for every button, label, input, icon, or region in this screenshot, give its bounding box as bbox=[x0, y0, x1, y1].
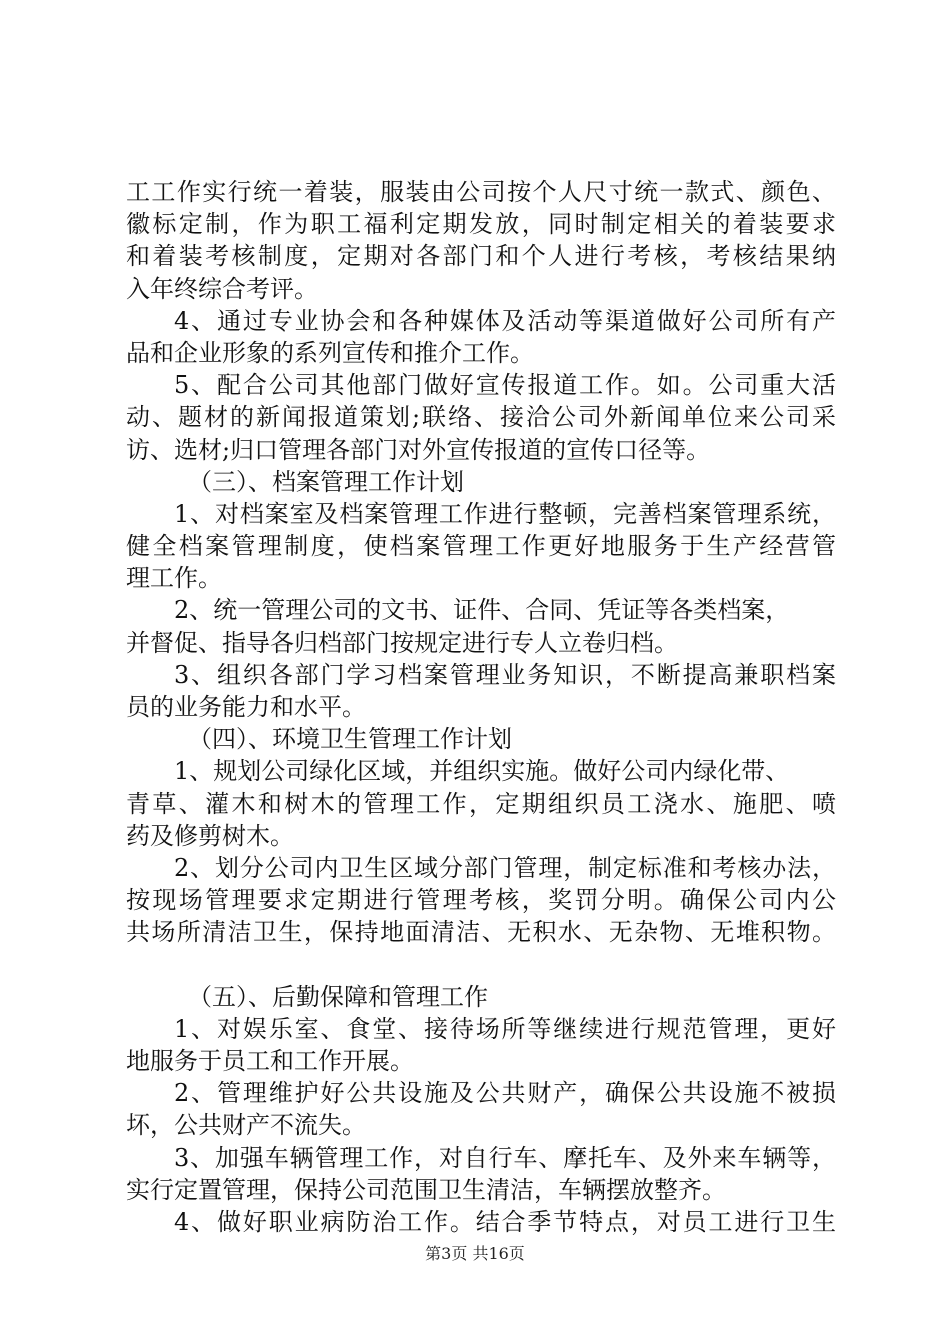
page-footer: 第3页 共16页 bbox=[425, 1244, 525, 1263]
section-heading: （三）、档案管理工作计划 bbox=[188, 467, 464, 496]
text-line: 4、通过专业协会和各种媒体及活动等渠道做好公司所有产 bbox=[174, 306, 836, 335]
text-line: 5、配合公司其他部门做好宣传报道工作。如。公司重大活 bbox=[174, 371, 836, 400]
text-line: 健全档案管理制度，使档案管理工作更好地服务于生产经营管 bbox=[126, 532, 836, 561]
text-line: 徽标定制，作为职工福利定期发放，同时制定相关的着装要求 bbox=[126, 210, 836, 239]
section-heading: （四）、环境卫生管理工作计划 bbox=[188, 725, 512, 754]
text-line: 并督促、指导各归档部门按规定进行专人立卷归档。 bbox=[126, 628, 678, 657]
text-line: 1、对档案室及档案管理工作进行整顿，完善档案管理系统， bbox=[174, 499, 836, 528]
text-line: 实行定置管理，保持公司范围卫生清洁，车辆摆放整齐。 bbox=[126, 1175, 726, 1204]
text-line: 和着装考核制度，定期对各部门和个人进行考核，考核结果纳 bbox=[126, 242, 836, 271]
text-line: 1、对娱乐室、食堂、接待场所等继续进行规范管理，更好 bbox=[174, 1014, 836, 1043]
text-line: 2、统一管理公司的文书、证件、合同、凭证等各类档案， bbox=[174, 596, 790, 625]
text-line: 3、加强车辆管理工作，对自行车、摩托车、及外来车辆等， bbox=[174, 1143, 836, 1172]
text-line: 工工作实行统一着装，服装由公司按个人尺寸统一款式、颜色、 bbox=[126, 178, 836, 206]
text-line: 地服务于员工和工作开展。 bbox=[126, 1047, 414, 1076]
text-line: 按现场管理要求定期进行管理考核，奖罚分明。确保公司内公 bbox=[126, 886, 836, 915]
text-line: 品和企业形象的系列宣传和推介工作。 bbox=[126, 338, 534, 367]
blank-line bbox=[126, 949, 836, 981]
text-line: 理工作。 bbox=[126, 564, 222, 593]
text-line: 2、管理维护好公共设施及公共财产，确保公共设施不被损 bbox=[174, 1079, 836, 1108]
text-line: 动、题材的新闻报道策划;联络、接洽公司外新闻单位来公司采 bbox=[126, 403, 836, 432]
text-line: 药及修剪树木。 bbox=[126, 821, 294, 850]
text-line: 青草、灌木和树木的管理工作，定期组织员工浇水、施肥、喷 bbox=[126, 789, 836, 818]
document-body bbox=[126, 176, 836, 1238]
text-line: 2、划分公司内卫生区域分部门管理，制定标准和考核办法， bbox=[174, 853, 836, 882]
text-line: 4、做好职业病防治工作。结合季节特点，对员工进行卫生 bbox=[174, 1208, 836, 1236]
text-line: 访、选材;归口管理各部门对外宣传报道的宣传口径等。 bbox=[126, 435, 711, 464]
text-line: 员的业务能力和水平。 bbox=[126, 693, 366, 721]
text-line: 3、组织各部门学习档案管理业务知识，不断提高兼职档案 bbox=[174, 660, 836, 689]
text-line: 共场所清洁卫生，保持地面清洁、无积水、无杂物、无堆积物。 bbox=[126, 918, 836, 947]
text-line: 1、规划公司绿化区域，并组织实施。做好公司内绿化带、 bbox=[174, 757, 790, 786]
section-heading: （五）、后勤保障和管理工作 bbox=[188, 982, 488, 1011]
text-line: 坏，公共财产不流失。 bbox=[126, 1111, 366, 1140]
text-line: 入年终综合考评。 bbox=[126, 274, 318, 303]
